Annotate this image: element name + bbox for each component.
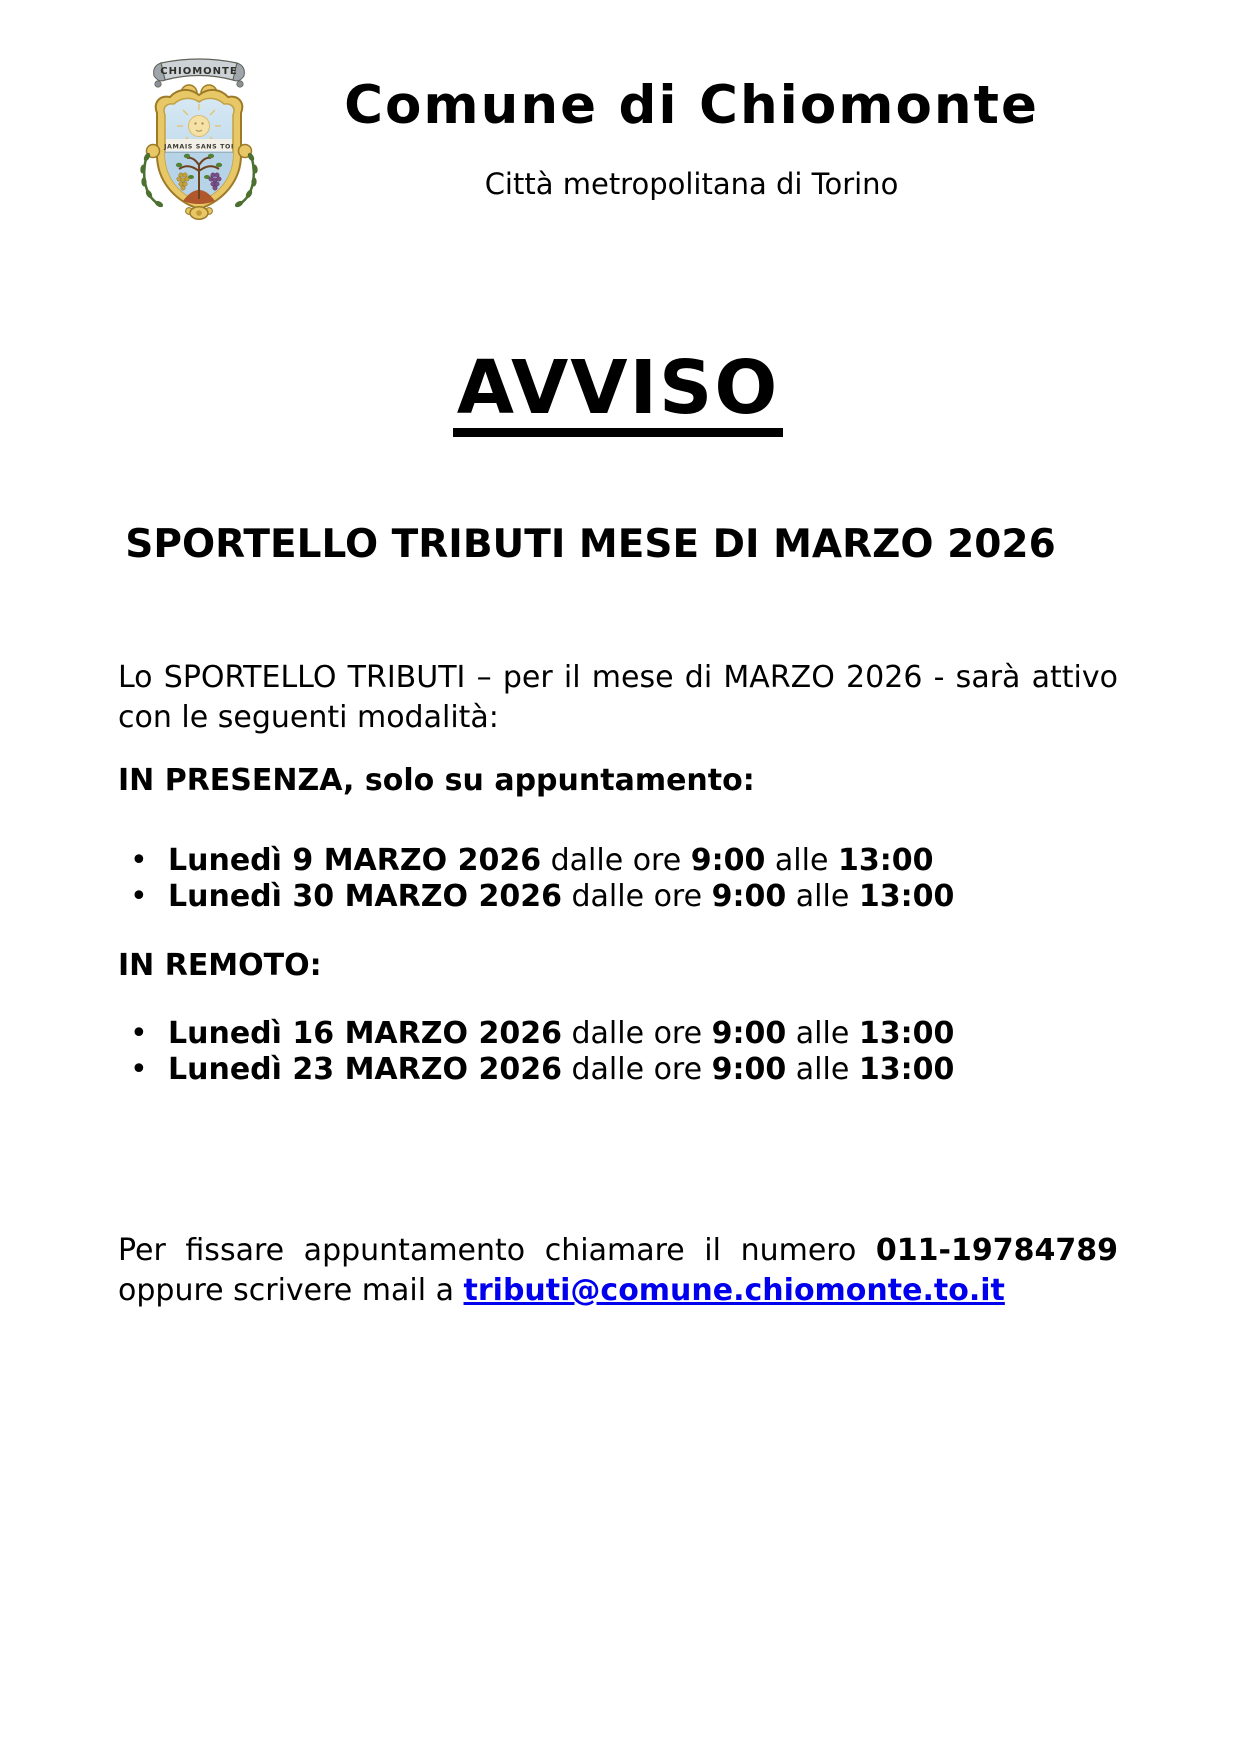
in-remoto-schedule-list [118, 1016, 1118, 1088]
municipality-name: Comune di Chiomonte [344, 75, 1039, 136]
schedule-sep: dalle ore [561, 879, 712, 914]
bullet-icon: • [130, 1052, 148, 1087]
crest-motto-text: JAMAIS SANS TOI [164, 143, 234, 151]
schedule-sep: alle [786, 1052, 859, 1087]
document-header [118, 0, 1118, 227]
municipal-crest [133, 53, 265, 227]
contact-line-1 [118, 1231, 1118, 1271]
schedule-end-time: 13:00 [858, 879, 955, 914]
intro-line-1: Lo SPORTELLO TRIBUTI – per il mese di MARZO 2026 - sarà attivo [118, 660, 1118, 695]
contact-text: oppure scrivere mail a [118, 1273, 464, 1308]
schedule-sep: dalle ore [561, 1052, 712, 1087]
header-text [265, 53, 1118, 227]
email-link[interactable]: tributi@comune.chiomonte.to.it [463, 1273, 1005, 1308]
contact-text: Per fissare appuntamento chiamare il numero [118, 1233, 876, 1268]
contact-line-2 [118, 1271, 1118, 1311]
schedule-sep: dalle ore [561, 1016, 712, 1051]
schedule-item [118, 1052, 1118, 1088]
section-heading-in-remoto: IN REMOTO: [118, 948, 322, 983]
schedule-start-time: 9:00 [711, 1016, 787, 1051]
bullet-icon: • [130, 879, 148, 914]
schedule-date: Lunedì 30 MARZO 2026 [168, 879, 562, 914]
intro-paragraph [118, 658, 1118, 738]
municipality-subtitle: Città metropolitana di Torino [484, 167, 899, 201]
notice-title: AVVISO [453, 348, 784, 437]
schedule-end-time: 13:00 [837, 843, 934, 878]
crest-banner-text: CHIOMONTE [160, 66, 238, 77]
schedule-date: Lunedì 23 MARZO 2026 [168, 1052, 562, 1087]
bullet-icon: • [130, 1016, 148, 1051]
bullet-icon: • [130, 843, 148, 878]
section-heading-in-presenza: IN PRESENZA, solo su appuntamento: [118, 763, 755, 798]
notice-title-row [118, 345, 1118, 437]
notice-subject: SPORTELLO TRIBUTI MESE DI MARZO 2026 [125, 522, 1056, 567]
schedule-sep: dalle ore [541, 843, 691, 878]
schedule-item [118, 1016, 1118, 1052]
schedule-end-time: 13:00 [858, 1016, 955, 1051]
schedule-start-time: 9:00 [690, 843, 766, 878]
in-presenza-schedule-list [118, 843, 1118, 915]
schedule-date: Lunedì 16 MARZO 2026 [168, 1016, 562, 1051]
schedule-sep: alle [765, 843, 838, 878]
schedule-start-time: 9:00 [711, 1052, 787, 1087]
intro-line-2: con le seguenti modalità: [118, 700, 499, 735]
schedule-start-time: 9:00 [711, 879, 787, 914]
schedule-item [118, 843, 1118, 879]
schedule-sep: alle [786, 879, 859, 914]
phone-number: 011-19784789 [875, 1233, 1118, 1268]
coat-of-arms-icon [133, 53, 265, 227]
schedule-end-time: 13:00 [858, 1052, 955, 1087]
schedule-date: Lunedì 9 MARZO 2026 [168, 843, 542, 878]
schedule-item [118, 879, 1118, 915]
contact-paragraph [118, 1231, 1118, 1311]
schedule-sep: alle [786, 1016, 859, 1051]
